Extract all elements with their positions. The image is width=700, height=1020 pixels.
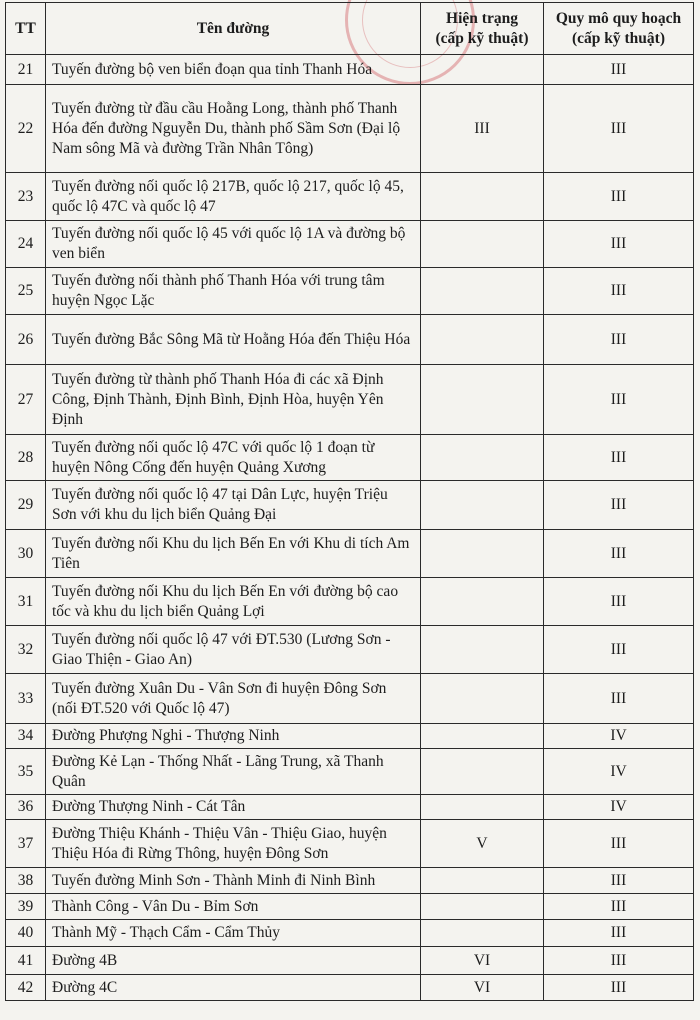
row-tt: 33 (6, 674, 46, 724)
header-road-name: Tên đường (46, 3, 421, 55)
table-body (6, 55, 694, 1001)
row-current-grade (421, 674, 544, 724)
row-tt: 39 (6, 894, 46, 920)
row-road-name: Tuyến đường nối Khu du lịch Bến En với đường bộ cao tốc và khu du lịch biển Quảng Lợi (46, 578, 421, 626)
table-row (6, 947, 694, 975)
row-current-grade (421, 315, 544, 365)
table-row (6, 724, 694, 749)
row-tt: 35 (6, 749, 46, 795)
row-current-grade (421, 268, 544, 315)
row-tt: 40 (6, 920, 46, 947)
table-row (6, 920, 694, 947)
road-table (5, 2, 694, 1001)
table-row (6, 626, 694, 674)
row-tt: 38 (6, 868, 46, 894)
row-tt: 30 (6, 530, 46, 578)
table-row (6, 795, 694, 820)
header-tt: TT (6, 3, 46, 55)
row-current-grade: VI (421, 947, 544, 975)
row-road-name: Đường 4B (46, 947, 421, 975)
header-planned-line2: (cấp kỹ thuật) (571, 29, 665, 47)
row-planned-grade: III (544, 55, 694, 85)
row-road-name: Tuyến đường nối quốc lộ 47 với ĐT.530 (Lương Sơn - Giao Thiện - Giao An) (46, 626, 421, 674)
row-planned-grade: III (544, 674, 694, 724)
row-road-name: Tuyến đường nối quốc lộ 45 với quốc lộ 1A và đường bộ ven biển (46, 221, 421, 268)
row-planned-grade: III (544, 947, 694, 975)
row-tt: 29 (6, 481, 46, 530)
table-row (6, 868, 694, 894)
row-tt: 42 (6, 975, 46, 1001)
table-row (6, 749, 694, 795)
row-tt: 21 (6, 55, 46, 85)
table-row (6, 268, 694, 315)
row-planned-grade: III (544, 626, 694, 674)
row-planned-grade: III (544, 173, 694, 221)
row-road-name: Đường 4C (46, 975, 421, 1001)
row-planned-grade: III (544, 894, 694, 920)
row-planned-grade: IV (544, 795, 694, 820)
row-road-name: Tuyến đường nối Khu du lịch Bến En với Khu di tích Am Tiên (46, 530, 421, 578)
row-current-grade (421, 894, 544, 920)
row-road-name: Tuyến đường bộ ven biển đoạn qua tỉnh Thanh Hóa (46, 55, 421, 85)
row-road-name: Đường Kẻ Lạn - Thống Nhất - Lãng Trung, xã Thanh Quân (46, 749, 421, 795)
row-tt: 24 (6, 221, 46, 268)
row-current-grade (421, 173, 544, 221)
table-header-row (6, 3, 694, 55)
table-row (6, 315, 694, 365)
row-current-grade (421, 626, 544, 674)
row-planned-grade: III (544, 365, 694, 435)
row-road-name: Tuyến đường Bắc Sông Mã từ Hoằng Hóa đến Thiệu Hóa (46, 315, 421, 365)
row-road-name: Tuyến đường Xuân Du - Vân Sơn đi huyện Đông Sơn (nối ĐT.520 với Quốc lộ 47) (46, 674, 421, 724)
row-current-grade (421, 530, 544, 578)
row-planned-grade: III (544, 268, 694, 315)
row-planned-grade: III (544, 578, 694, 626)
header-planned-scale (544, 3, 694, 55)
row-road-name: Đường Thượng Ninh - Cát Tân (46, 795, 421, 820)
table-row (6, 481, 694, 530)
row-road-name: Tuyến đường nối quốc lộ 217B, quốc lộ 217, quốc lộ 45, quốc lộ 47C và quốc lộ 47 (46, 173, 421, 221)
row-road-name: Đường Phượng Nghi - Thượng Ninh (46, 724, 421, 749)
row-planned-grade: III (544, 85, 694, 173)
row-planned-grade: III (544, 435, 694, 481)
table-row (6, 674, 694, 724)
row-road-name: Tuyến đường từ thành phố Thanh Hóa đi các xã Định Công, Định Thành, Định Bình, Định Hòa, huyện Yên Định (46, 365, 421, 435)
row-planned-grade: III (544, 975, 694, 1001)
row-tt: 23 (6, 173, 46, 221)
row-road-name: Đường Thiệu Khánh - Thiệu Vân - Thiệu Giao, huyện Thiệu Hóa đi Rừng Thông, huyện Đông Sơn (46, 820, 421, 868)
table-row (6, 975, 694, 1001)
row-planned-grade: IV (544, 724, 694, 749)
table-row (6, 435, 694, 481)
header-current-status (421, 3, 544, 55)
row-current-grade (421, 920, 544, 947)
row-road-name: Tuyến đường từ đầu cầu Hoằng Long, thành phố Thanh Hóa đến đường Nguyễn Du, thành phố Sầm Sơn (Đại lộ Nam sông Mã và đường Trần Nhân Tông) (46, 85, 421, 173)
table-row (6, 894, 694, 920)
table-row (6, 85, 694, 173)
row-road-name: Tuyến đường nối quốc lộ 47 tại Dân Lực, huyện Triệu Sơn với khu du lịch biển Quảng Đại (46, 481, 421, 530)
header-current-line1: Hiện trạng (446, 9, 518, 27)
table-row (6, 578, 694, 626)
row-planned-grade: III (544, 481, 694, 530)
row-tt: 31 (6, 578, 46, 626)
row-current-grade (421, 365, 544, 435)
row-current-grade (421, 481, 544, 530)
row-tt: 28 (6, 435, 46, 481)
row-current-grade (421, 578, 544, 626)
row-planned-grade: III (544, 315, 694, 365)
row-road-name: Tuyến đường Minh Sơn - Thành Minh đi Ninh Bình (46, 868, 421, 894)
row-road-name: Tuyến đường nối quốc lộ 47C với quốc lộ 1 đoạn từ huyện Nông Cống đến huyện Quảng Xương (46, 435, 421, 481)
row-planned-grade: III (544, 820, 694, 868)
row-tt: 41 (6, 947, 46, 975)
row-road-name: Thành Công - Vân Du - Bỉm Sơn (46, 894, 421, 920)
row-current-grade (421, 795, 544, 820)
row-current-grade (421, 221, 544, 268)
table-row (6, 221, 694, 268)
row-current-grade (421, 55, 544, 85)
row-current-grade: V (421, 820, 544, 868)
row-road-name: Thành Mỹ - Thạch Cẩm - Cẩm Thủy (46, 920, 421, 947)
row-tt: 32 (6, 626, 46, 674)
row-planned-grade: III (544, 530, 694, 578)
row-current-grade (421, 724, 544, 749)
row-tt: 34 (6, 724, 46, 749)
row-current-grade (421, 749, 544, 795)
table-row (6, 365, 694, 435)
row-tt: 26 (6, 315, 46, 365)
table-row (6, 820, 694, 868)
row-current-grade (421, 868, 544, 894)
row-planned-grade: III (544, 868, 694, 894)
row-planned-grade: III (544, 221, 694, 268)
row-road-name: Tuyến đường nối thành phố Thanh Hóa với trung tâm huyện Ngọc Lặc (46, 268, 421, 315)
table-row (6, 173, 694, 221)
row-planned-grade: III (544, 920, 694, 947)
row-current-grade: VI (421, 975, 544, 1001)
row-tt: 36 (6, 795, 46, 820)
row-tt: 25 (6, 268, 46, 315)
row-current-grade: III (421, 85, 544, 173)
table-row (6, 530, 694, 578)
row-tt: 37 (6, 820, 46, 868)
row-tt: 22 (6, 85, 46, 173)
table-row (6, 55, 694, 85)
row-tt: 27 (6, 365, 46, 435)
header-current-line2: (cấp kỹ thuật) (435, 29, 529, 47)
header-planned-line1: Quy mô quy hoạch (555, 9, 682, 27)
row-planned-grade: IV (544, 749, 694, 795)
row-current-grade (421, 435, 544, 481)
